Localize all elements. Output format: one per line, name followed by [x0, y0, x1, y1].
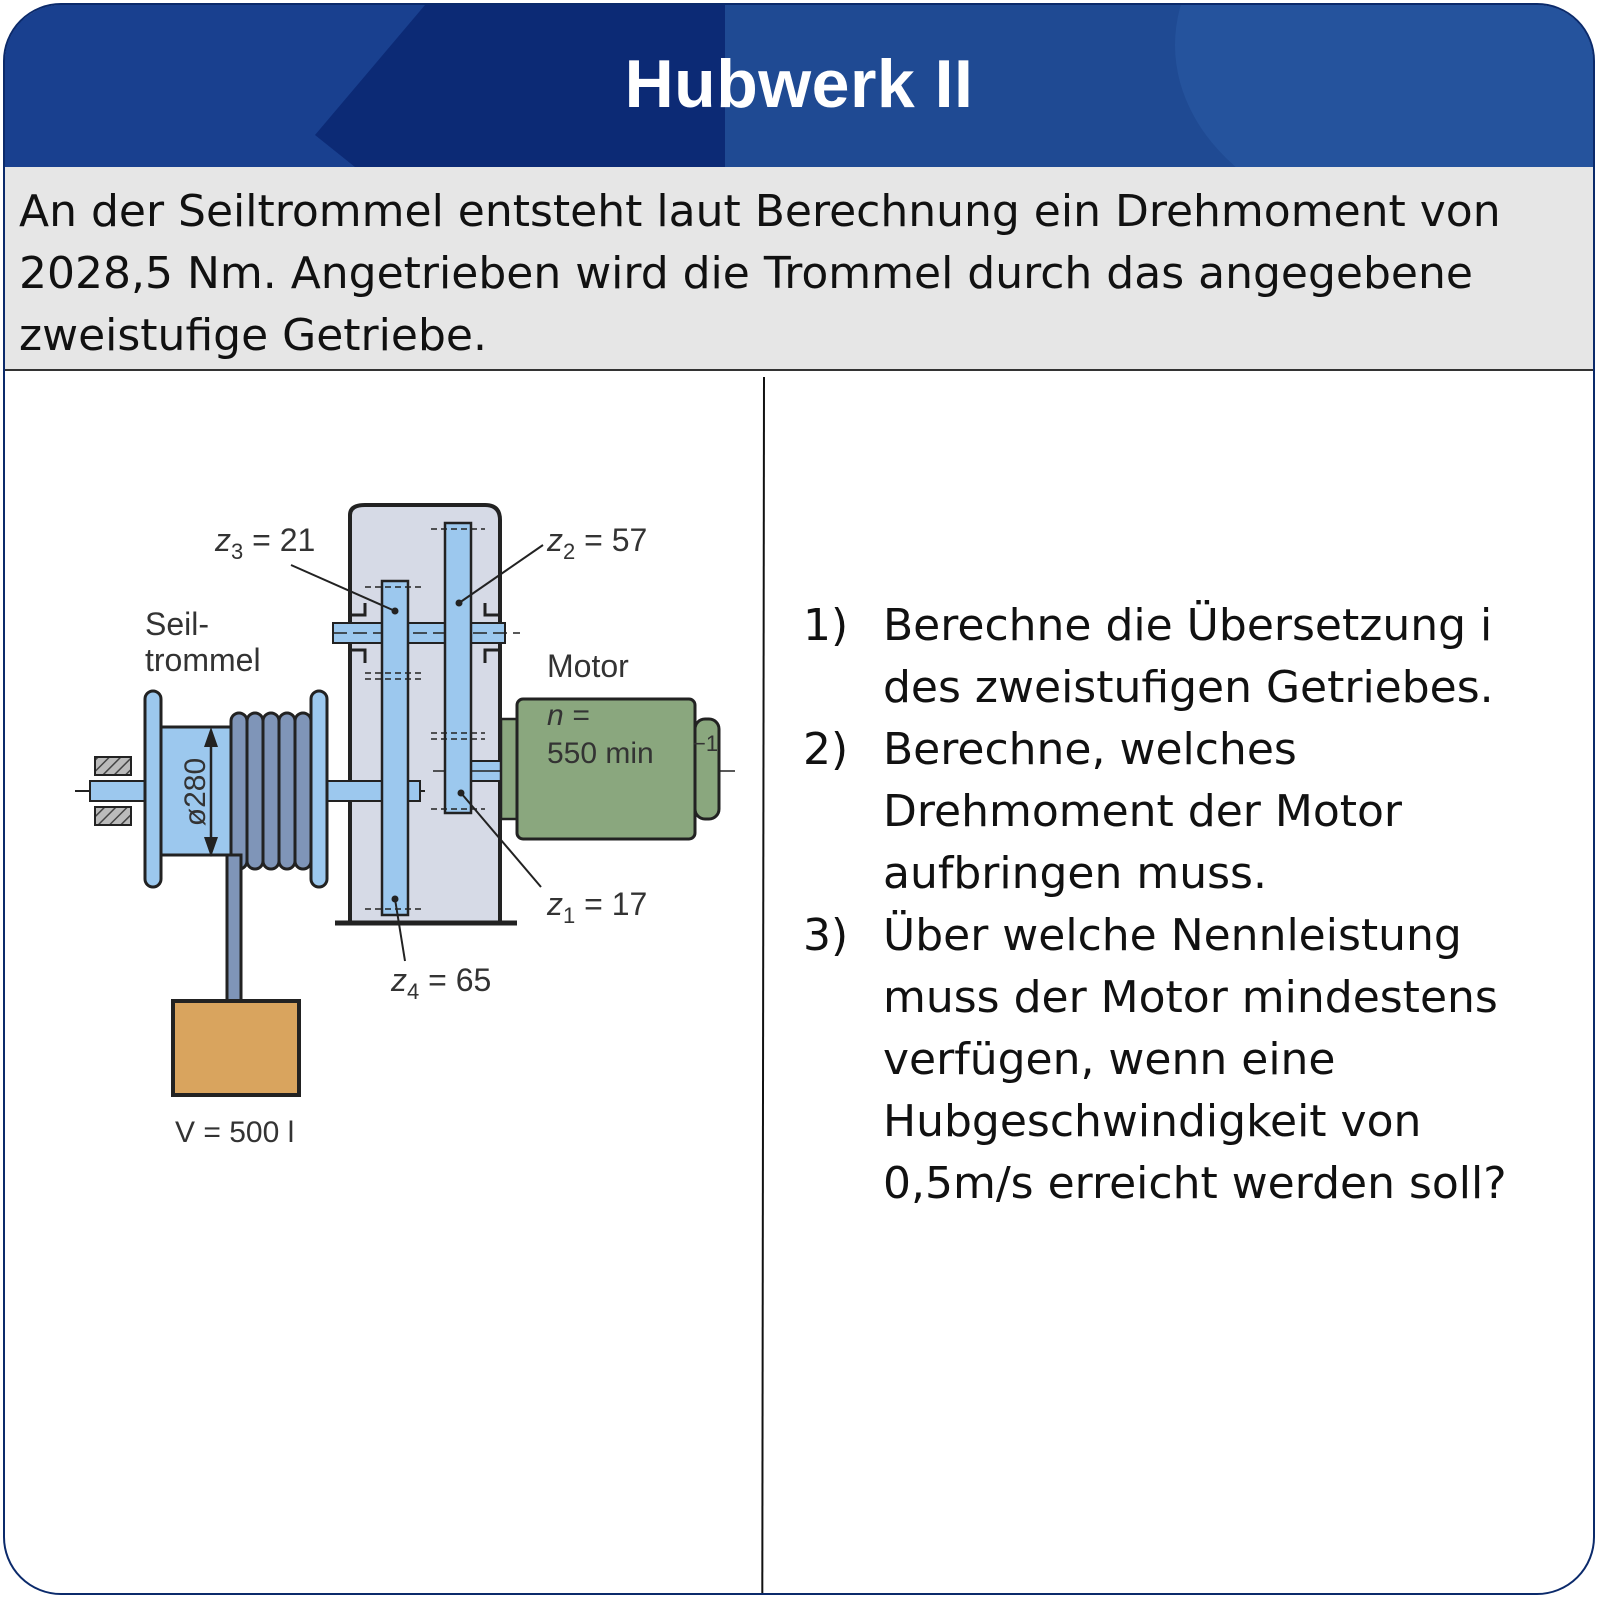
label-z2: $z_2 = 57$: [547, 522, 648, 564]
task-text: Berechne die Übersetzung i des zweistufigen Getriebes.: [883, 600, 1494, 713]
column-divider: [761, 377, 765, 1595]
drum-label-line2: trommel: [145, 642, 261, 678]
rope-windings: [231, 713, 311, 869]
task-item: [803, 719, 1583, 905]
slide-card: [3, 3, 1595, 1595]
label-z3: $z_3 = 21$: [215, 522, 316, 564]
hoist-diagram: [65, 495, 745, 1155]
drum-diameter-label: ø280: [179, 757, 212, 827]
intro-text: An der Seiltrommel entsteht laut Berechnung ein Drehmoment von 2028,5 Nm. Angetrieben wird die Trommel durch das angegebene zweistufige Getriebe.: [19, 186, 1501, 361]
gearbox-housing: [350, 505, 500, 923]
gear-z2: [445, 523, 471, 813]
task-text: Berechne, welches Drehmoment der Motor aufbringen muss.: [883, 724, 1403, 899]
motor-speed-value: 550 min: [547, 737, 654, 770]
intro-box: [5, 167, 1593, 371]
label-z4: $z_4 = 65$: [391, 962, 492, 1004]
drum-flange-right: [311, 691, 327, 887]
motor-speed-exponent: −1: [693, 731, 719, 756]
task-number: 1): [803, 600, 849, 651]
task-item: [803, 905, 1583, 1215]
motor-label: Motor: [547, 648, 629, 684]
task-text: Über welche Nennleistung muss der Motor mindestens verfügen, wenn eine Hubgeschwindigkeit von 0,5m/s erreicht werden soll?: [883, 910, 1507, 1209]
gear-z4: [382, 581, 408, 915]
task-list: [803, 595, 1583, 1215]
drum-flange-left: [145, 691, 161, 887]
motor-flange: [501, 719, 517, 819]
bearing-top: [95, 757, 131, 775]
header-banner: [5, 5, 1593, 167]
task-item: [803, 595, 1583, 719]
bearing-bottom: [95, 807, 131, 825]
task-number: 3): [803, 910, 849, 961]
page-title: Hubwerk II: [624, 46, 974, 122]
load-block: [173, 1001, 299, 1095]
volume-label: V = 500 l: [175, 1116, 295, 1149]
rope: [227, 855, 241, 1003]
drum-label-line1: Seil-: [145, 606, 210, 642]
task-number: 2): [803, 724, 849, 775]
label-z1: $z_1 = 17$: [547, 886, 648, 928]
motor-speed-symbol: n =: [547, 699, 590, 732]
